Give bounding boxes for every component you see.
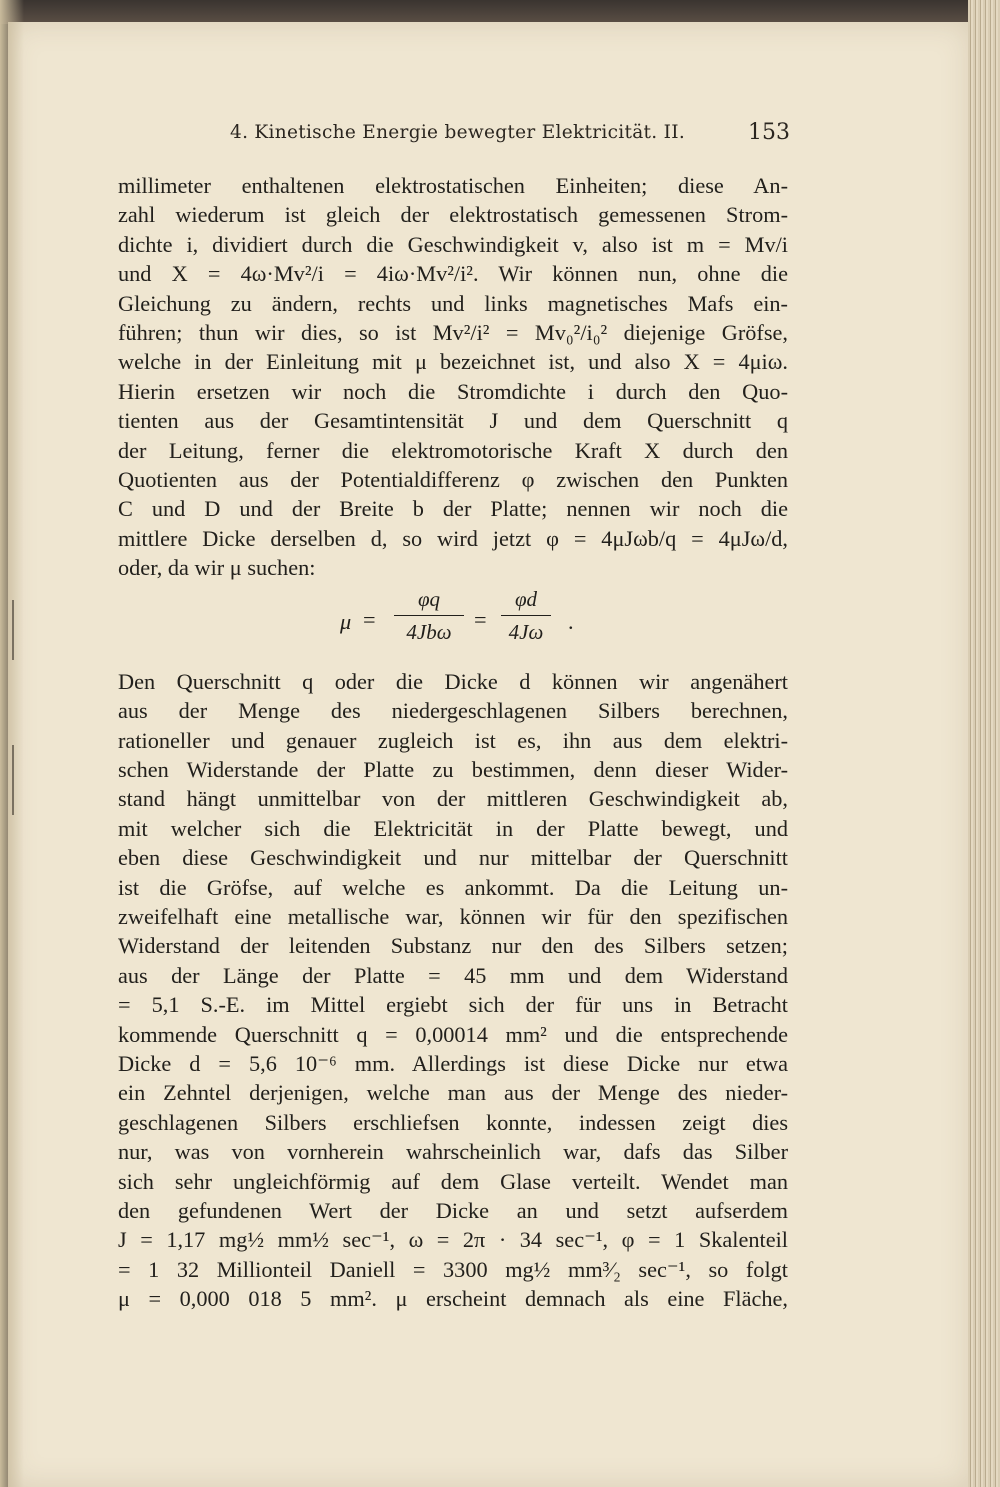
text-line: den gefundenen Wert der Dicke an und setzt aufserdem xyxy=(118,1198,788,1223)
fraction-numerator: φd xyxy=(501,585,551,616)
formula-end-dot: . xyxy=(568,608,574,634)
text-line: Widerstand der leitenden Substanz nur den des Silbers setzen; xyxy=(118,933,788,959)
text-line: nur, was von vornherein wahrscheinlich war, dafs das Silber xyxy=(118,1139,788,1165)
page-gutter-shadow xyxy=(0,0,24,1487)
text-line: sich sehr ungleichförmig auf dem Glase verteilt. Wendet man xyxy=(118,1168,788,1194)
text-line: Quotienten aus der Potentialdifferenz φ zwischen den Punkten xyxy=(118,467,788,493)
text-line: geschlagenen Silbers erschliefsen konnte, indessen zeigt dies xyxy=(118,1109,788,1135)
text-line: führen; thun wir dies, so ist Mv²/i² = Mv₀²/i₀² diejenige Gröfse, xyxy=(118,320,788,346)
page-number: 153 xyxy=(748,120,790,145)
formula-lhs: μ xyxy=(340,608,352,634)
display-formula xyxy=(118,585,788,667)
text-line: = 1 32 Millionteil Daniell = 3300 mg½ mm³⁄₂ sec⁻¹, so folgt xyxy=(118,1256,788,1282)
text-line: Hierin ersetzen wir noch die Stromdichte i durch den Quo- xyxy=(118,378,788,404)
text-line: dichte i, dividiert durch die Geschwindigkeit v, also ist m = Mv/i xyxy=(118,231,788,257)
text-line: C und D und der Breite b der Platte; nennen wir noch die xyxy=(118,496,788,522)
paragraph-2 xyxy=(118,667,788,1314)
page-stack-edge xyxy=(968,0,1000,1487)
book-top-edge xyxy=(0,0,1000,24)
text-line: Gleichung zu ändern, rechts und links magnetisches Mafs ein- xyxy=(118,290,788,316)
text-line: mittlere Dicke derselben d, so wird jetzt φ = 4μJωb/q = 4μJω/d, xyxy=(118,525,788,551)
text-line: der Leitung, ferner die elektromotorische Kraft X durch den xyxy=(118,437,788,463)
text-line: stand hängt unmittelbar von der mittleren Geschwindigkeit ab, xyxy=(118,786,788,812)
fraction-numerator: φq xyxy=(394,585,464,616)
text-line: = 5,1 S.-E. im Mittel ergiebt sich der für uns in Betracht xyxy=(118,992,788,1018)
text-line: millimeter enthaltenen elektrostatischen Einheiten; diese An- xyxy=(118,173,788,198)
text-line: Den Querschnitt q oder die Dicke d können wir angenähert xyxy=(118,668,788,694)
text-line: rationeller und genauer zugleich ist es, ihn aus dem elektri- xyxy=(118,727,788,753)
text-line: zahl wiederum ist gleich der elektrostatisch gemessenen Strom- xyxy=(118,202,788,228)
body-text xyxy=(118,171,788,1314)
text-line: kommende Querschnitt q = 0,00014 mm² und die entsprechende xyxy=(118,1021,788,1047)
text-line: mit welcher sich die Elektricität in der Platte bewegt, und xyxy=(118,815,788,841)
text-line: aus der Länge der Platte = 45 mm und dem Widerstand xyxy=(118,962,788,988)
formula-fraction-2 xyxy=(501,585,551,648)
text-line: J = 1,17 mg½ mm½ sec⁻¹, ω = 2π · 34 sec⁻¹, φ = 1 Skalenteil xyxy=(118,1227,788,1253)
margin-pencil-mark xyxy=(12,745,14,815)
text-line: welche in der Einleitung mit μ bezeichnet ist, und also X = 4μiω. xyxy=(118,349,788,375)
text-line: eben diese Geschwindigkeit und nur mittelbar der Querschnitt xyxy=(118,845,788,871)
formula-equals: = xyxy=(474,606,487,632)
text-line: und X = 4ω·Mv²/i = 4iω·Mv²/i². Wir können nun, ohne die xyxy=(118,261,788,287)
text-line: ein Zehntel derjenigen, welche man aus der Menge des nieder- xyxy=(118,1080,788,1106)
text-line: zweifelhaft eine metallische war, können wir für den spezifischen xyxy=(118,903,788,929)
text-line: Dicke d = 5,6 10⁻⁶ mm. Allerdings ist diese Dicke nur etwa xyxy=(118,1050,788,1076)
text-line: oder, da wir μ suchen: xyxy=(118,555,316,581)
text-line: aus der Menge des niedergeschlagenen Silbers berechnen, xyxy=(118,698,788,724)
text-line: tienten aus der Gesamtintensität J und dem Querschnitt q xyxy=(118,408,788,434)
fraction-denominator: 4Jbω xyxy=(406,620,452,645)
fraction-denominator: 4Jω xyxy=(508,620,544,645)
paragraph-1 xyxy=(118,171,788,583)
running-title: 4. Kinetische Energie bewegter Elektricität. II. xyxy=(230,122,686,143)
text-line: schen Widerstande der Platte zu bestimmen, denn dieser Wider- xyxy=(118,756,788,782)
formula-equals: = xyxy=(363,606,376,632)
margin-pencil-mark xyxy=(12,600,14,660)
text-line: μ = 0,000 018 5 mm². μ erscheint demnach als eine Fläche, xyxy=(118,1286,788,1312)
text-line: ist die Gröfse, auf welche es ankommt. Da die Leitung un- xyxy=(118,874,788,900)
formula-fraction-1 xyxy=(394,585,464,648)
